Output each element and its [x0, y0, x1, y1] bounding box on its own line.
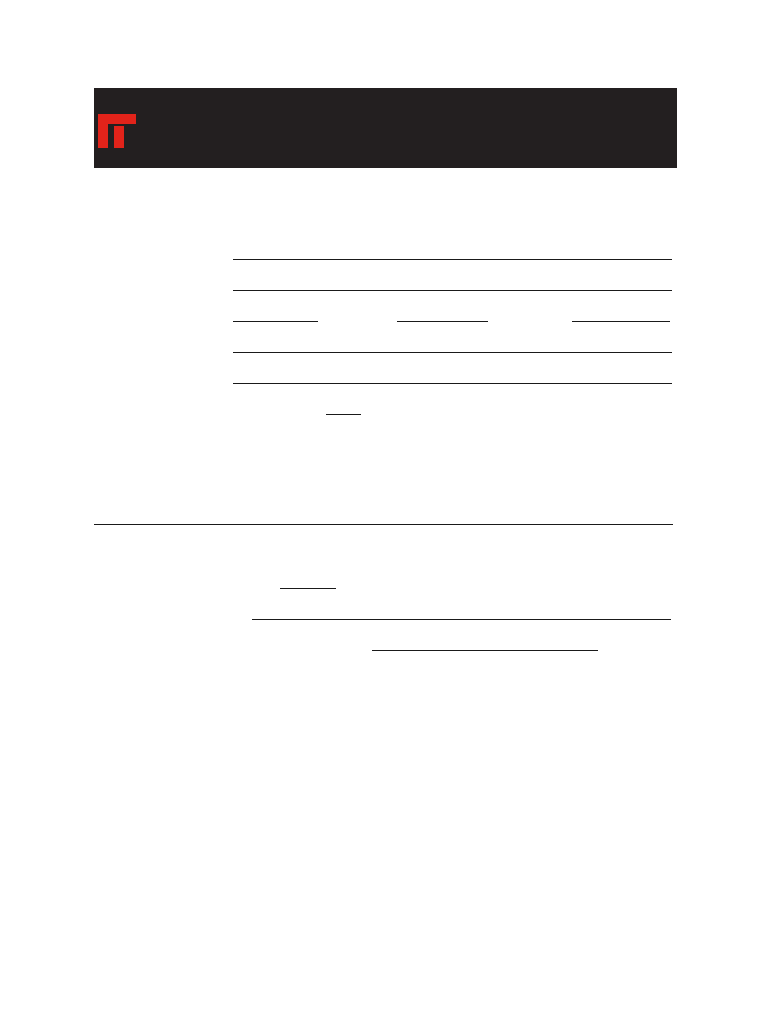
proposed-build-field[interactable] [252, 619, 671, 620]
applicant-name-field[interactable] [233, 259, 672, 260]
financial-institution-field[interactable] [372, 650, 598, 651]
email-field[interactable] [233, 352, 672, 353]
dob-field[interactable] [233, 383, 672, 384]
previous-address-field[interactable] [94, 524, 673, 525]
work-no-field[interactable] [572, 321, 670, 322]
dependents-field[interactable] [280, 588, 336, 589]
mobile-no-field[interactable] [397, 321, 488, 322]
address-field[interactable] [233, 290, 672, 291]
company-logo-icon [98, 114, 136, 148]
length-at-address-field[interactable] [326, 414, 361, 415]
company-banner [94, 88, 677, 168]
brand-name [140, 126, 142, 147]
home-no-field[interactable] [233, 321, 318, 322]
